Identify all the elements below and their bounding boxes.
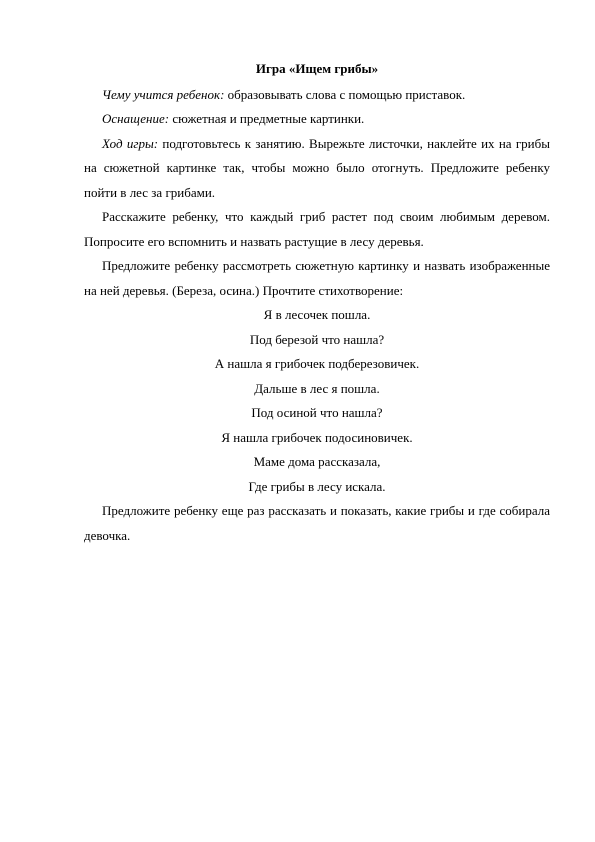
poem [84, 303, 550, 499]
equipment-label: Оснащение: [102, 111, 170, 126]
goal-label: Чему учится ребенок: [102, 86, 225, 102]
equipment-paragraph [84, 107, 550, 132]
goal-text: образовывать слова с помощью приставок. [224, 86, 466, 102]
poem-line: Где грибы в лесу искала. [248, 478, 386, 494]
poem-line: Я нашла грибочек подосиновичек. [221, 429, 413, 445]
poem-line: А нашла я грибочек подберезовичек. [214, 356, 420, 371]
poem-line: Дальше в лес я пошла. [254, 380, 380, 396]
picture-paragraph: Предложите ребенку рассмотреть сюжетную картинку и назвать изображенные на ней деревья. (Береза, осина.) Прочтите стихотворение: [84, 258, 550, 298]
poem-line: Под осиной что нашла? [251, 405, 383, 420]
document-title: Игра «Ищем грибы» [255, 61, 379, 76]
goal-paragraph [84, 83, 550, 108]
poem-line: Маме дома рассказала, [253, 454, 381, 469]
procedure-text: подготовьтесь к занятию. Вырежьте листочки, наклейте их на грибы на сюжетной картинке так, чтобы можно было отогнуть. Предложите ребенку пойти в лес за грибами. [84, 135, 550, 200]
poem-line: Я в лесочек пошла. [263, 307, 371, 322]
procedure-paragraph [84, 132, 550, 206]
procedure-label: Ход игры: [102, 135, 159, 151]
document-body [84, 57, 550, 548]
poem-line: Под березой что нашла? [249, 331, 385, 347]
final-paragraph: Предложите ребенку еще раз рассказать и показать, какие грибы и где собирала девочка. [84, 503, 550, 543]
equipment-text: сюжетная и предметные картинки. [169, 111, 365, 126]
trees-paragraph: Расскажите ребенку, что каждый гриб растет под своим любимым деревом. Попросите его вспомнить и назвать растущие в лесу деревья. [84, 209, 550, 249]
